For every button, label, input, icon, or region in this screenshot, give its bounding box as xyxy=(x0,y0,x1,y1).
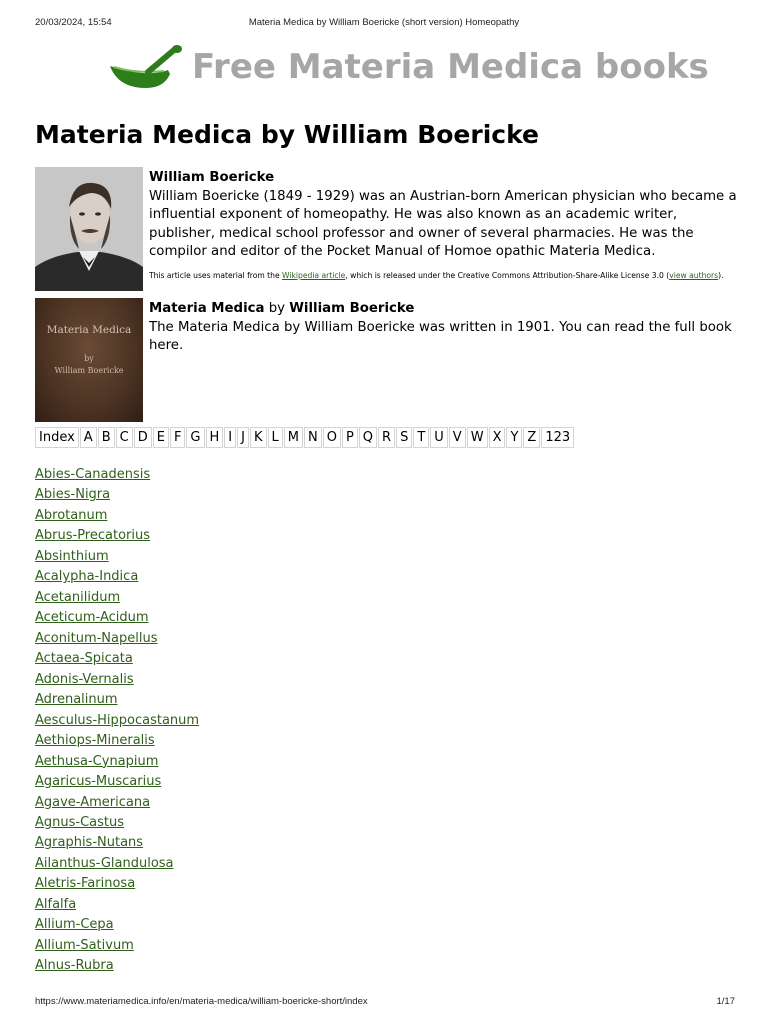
alpha-nav-item-j[interactable]: J xyxy=(237,427,249,448)
alpha-nav-item-q[interactable]: Q xyxy=(359,427,377,448)
remedy-link[interactable]: Allium-Sativum xyxy=(35,937,134,953)
remedy-link[interactable]: Aceticum-Acidum xyxy=(35,610,149,626)
list-item xyxy=(35,486,199,506)
remedy-link[interactable]: Aletris-Farinosa xyxy=(35,876,136,892)
remedy-link[interactable]: Agnus-Castus xyxy=(35,814,125,830)
attribution-suffix: ). xyxy=(718,270,724,280)
list-item xyxy=(35,650,199,670)
print-document-title: Materia Medica by William Boericke (short version) Homeopathy xyxy=(248,17,520,28)
list-item xyxy=(35,568,199,588)
alpha-nav-item-t[interactable]: T xyxy=(413,427,429,448)
alpha-nav-item-123[interactable]: 123 xyxy=(541,427,574,448)
remedy-link[interactable]: Abrotanum xyxy=(35,507,108,523)
list-item xyxy=(35,773,199,793)
list-item xyxy=(35,834,199,854)
site-name: Free Materia Medica books xyxy=(192,47,709,87)
alpha-nav-item-g[interactable]: G xyxy=(186,427,204,448)
alpha-nav-item-o[interactable]: O xyxy=(323,427,341,448)
alpha-nav-item-h[interactable]: H xyxy=(206,427,224,448)
alpha-nav-item-e[interactable]: E xyxy=(153,427,169,448)
book-section xyxy=(149,300,739,356)
remedy-link[interactable]: Adrenalinum xyxy=(35,692,118,708)
page-title: Materia Medica by William Boericke xyxy=(35,120,540,149)
alpha-nav-item-u[interactable]: U xyxy=(430,427,448,448)
alpha-nav-item-c[interactable]: C xyxy=(116,427,133,448)
alpha-nav-item-a[interactable]: A xyxy=(80,427,97,448)
mortar-and-pestle-icon xyxy=(108,44,184,90)
alpha-nav-item-z[interactable]: Z xyxy=(523,427,540,448)
list-item xyxy=(35,527,199,547)
remedy-list xyxy=(35,466,199,978)
remedy-link[interactable]: Abies-Nigra xyxy=(35,487,111,503)
book-title: Materia Medica xyxy=(149,301,265,316)
alpha-nav-item-w[interactable]: W xyxy=(467,427,488,448)
alpha-nav-item-m[interactable]: M xyxy=(284,427,303,448)
list-item xyxy=(35,937,199,957)
remedy-link[interactable]: Abies-Canadensis xyxy=(35,467,151,482)
remedy-link[interactable]: Agave-Americana xyxy=(35,794,151,810)
view-authors-link[interactable]: view authors xyxy=(669,270,719,280)
wikipedia-article-link[interactable]: Wikipedia article xyxy=(282,270,346,280)
list-item xyxy=(35,589,199,609)
author-bio: William Boericke (1849 - 1929) was an Austrian-born American physician who became a influential exponent of homeopathy. He was also known as an academic writer, publisher, medical school professor and owner of several pharmacies. He was the compilor and editor of the Pocket Manual of Homoe opathic Materia Medica. xyxy=(149,188,737,260)
print-header xyxy=(0,17,768,29)
remedy-link[interactable]: Adonis-Vernalis xyxy=(35,671,134,687)
remedy-link[interactable]: Agraphis-Nutans xyxy=(35,835,144,851)
list-item xyxy=(35,916,199,936)
alpha-nav-item-b[interactable]: B xyxy=(98,427,115,448)
alpha-nav-item-n[interactable]: N xyxy=(304,427,322,448)
cover-by: by xyxy=(84,354,94,363)
remedy-link[interactable]: Alnus-Rubra xyxy=(35,958,114,974)
alpha-nav-item-y[interactable]: Y xyxy=(506,427,522,448)
remedy-link[interactable]: Aethusa-Cynapium xyxy=(35,753,159,769)
list-item xyxy=(35,814,199,834)
list-item xyxy=(35,671,199,691)
list-item xyxy=(35,630,199,650)
attribution-middle: , which is released under the Creative Commons Attribution-Share-Alike License 3.0 ( xyxy=(345,270,670,280)
remedy-link[interactable]: Acetanilidum xyxy=(35,589,121,605)
list-item xyxy=(35,875,199,895)
author-portrait-image xyxy=(35,167,143,291)
list-item xyxy=(35,794,199,814)
print-url: https://www.materiamedica.info/en/materia-medica/william-boericke-short/index xyxy=(35,996,368,1007)
remedy-link[interactable]: Aconitum-Napellus xyxy=(35,630,158,646)
list-item xyxy=(35,957,199,977)
cover-title: Materia Medica xyxy=(46,324,132,336)
remedy-link[interactable]: Aesculus-Hippocastanum xyxy=(35,712,200,728)
remedy-link[interactable]: Absinthium xyxy=(35,548,109,564)
book-cover-image[interactable] xyxy=(35,298,143,422)
remedy-link[interactable]: Alfalfa xyxy=(35,896,77,912)
alpha-nav-item-p[interactable]: P xyxy=(342,427,358,448)
attribution-prefix: This article uses material from the xyxy=(149,270,283,280)
author-name: William Boericke xyxy=(149,170,275,185)
remedy-link[interactable]: Aethiops-Mineralis xyxy=(35,733,155,749)
remedy-link[interactable]: Agaricus-Muscarius xyxy=(35,774,162,790)
list-item xyxy=(35,896,199,916)
list-item xyxy=(35,712,199,732)
alpha-nav-item-s[interactable]: S xyxy=(396,427,412,448)
alpha-nav-item-d[interactable]: D xyxy=(134,427,152,448)
book-description: The Materia Medica by William Boericke was written in 1901. You can read the full book here. xyxy=(149,319,732,354)
alpha-nav-item-v[interactable]: V xyxy=(449,427,466,448)
site-banner[interactable] xyxy=(108,42,709,92)
list-item xyxy=(35,855,199,875)
list-item xyxy=(35,732,199,752)
list-item xyxy=(35,548,199,568)
remedy-link[interactable]: Abrus-Precatorius xyxy=(35,528,150,544)
alpha-nav-item-index[interactable]: Index xyxy=(35,427,79,448)
alpha-nav-item-x[interactable]: X xyxy=(489,427,506,448)
alphabet-navigation xyxy=(35,427,575,448)
remedy-link[interactable]: Allium-Cepa xyxy=(35,917,114,933)
alpha-nav-item-l[interactable]: L xyxy=(268,427,283,448)
list-item xyxy=(35,753,199,773)
alpha-nav-item-f[interactable]: F xyxy=(170,427,185,448)
attribution-note xyxy=(149,270,739,282)
remedy-link[interactable]: Actaea-Spicata xyxy=(35,651,133,667)
cover-author: William Boericke xyxy=(54,366,124,375)
remedy-link[interactable]: Ailanthus-Glandulosa xyxy=(35,855,174,871)
alpha-nav-item-r[interactable]: R xyxy=(378,427,395,448)
list-item xyxy=(35,691,199,711)
print-datetime: 20/03/2024, 15:54 xyxy=(35,17,112,28)
alpha-nav-item-i[interactable]: I xyxy=(224,427,236,448)
author-section xyxy=(149,169,739,282)
list-item xyxy=(35,466,199,486)
remedy-link[interactable]: Acalypha-Indica xyxy=(35,569,139,585)
page-counter: 1/17 xyxy=(716,996,735,1007)
list-item xyxy=(35,609,199,629)
book-heading xyxy=(149,300,739,319)
book-author: William Boericke xyxy=(289,301,415,316)
list-item xyxy=(35,507,199,527)
book-by: by xyxy=(264,301,290,316)
alpha-nav-item-k[interactable]: K xyxy=(250,427,267,448)
